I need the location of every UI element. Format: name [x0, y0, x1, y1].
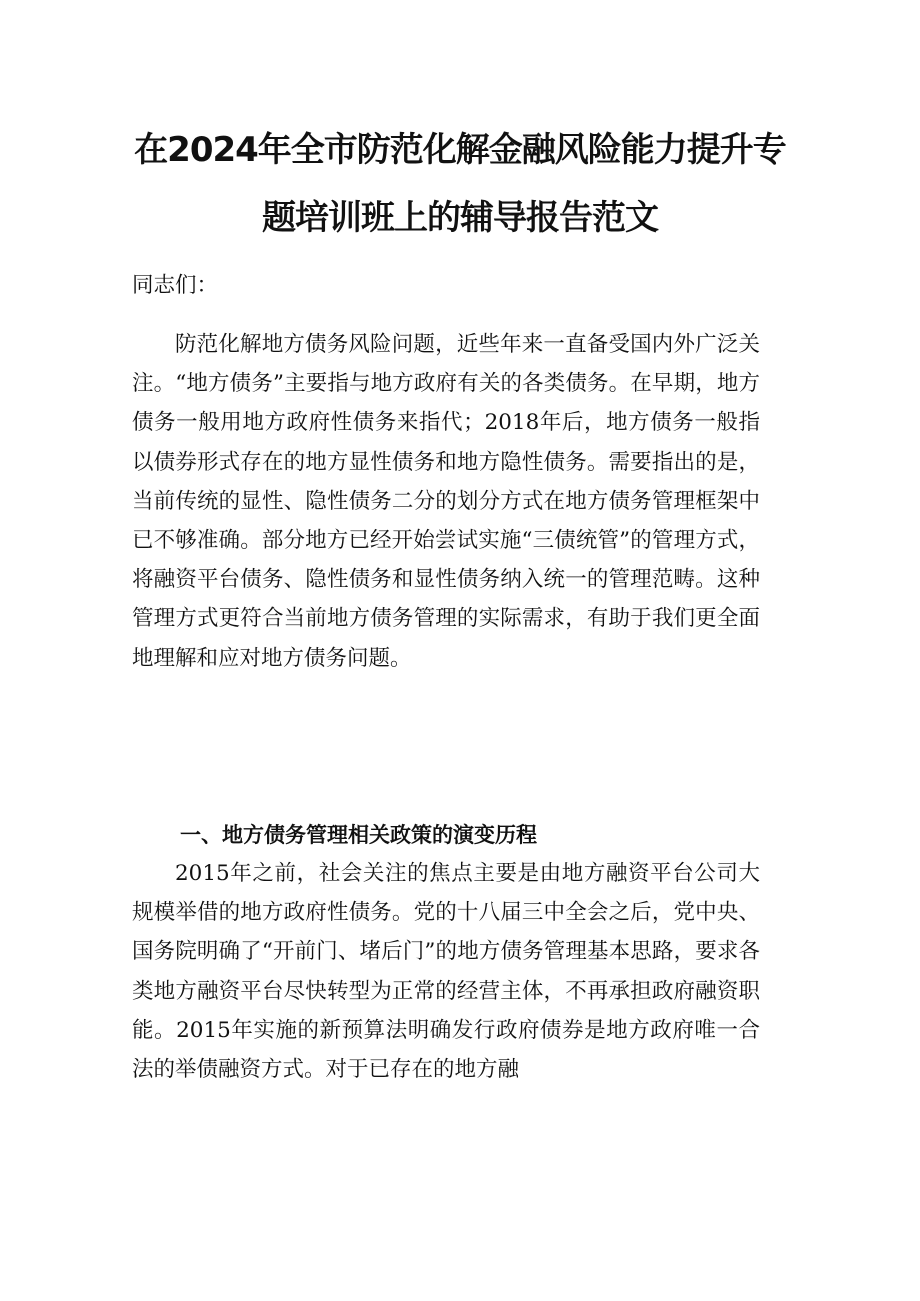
- document-title-line-1: 在2024年全市防范化解金融风险能力提升专: [134, 130, 786, 170]
- salutation: 同志们：: [132, 273, 219, 298]
- document-title-line-2: 题培训班上的辅导报告范文: [262, 198, 658, 238]
- paragraph-intro: 防范化解地方债务风险问题，近些年来一直备受国内外广泛关注。“地方债务”主要指与地方政府有关的各类债务。在早期，地方债务一般用地方政府性债务来指代；2018年后，地方债务一般指以债券形式存在的地方显性债务和地方隐性债务。需要指出的是，当前传统的显性、隐性债务二分的划分方式在地方债务管理框架中已不够准确。部分地方已经开始尝试实施“三债统管”的管理方式，将融资平台债务、隐性债务和显性债务纳入统一的管理范畴。这种管理方式更符合当前地方债务管理的实际需求，有助于我们更全面地理解和应对地方债务问题。: [132, 332, 760, 671]
- paragraph-section-1: 2015年之前，社会关注的焦点主要是由地方融资平台公司大规模举借的地方政府性债务。党的十八届三中全会之后，党中央、国务院明确了“开前门、堵后门”的地方债务管理基本思路，要求各类地方融资平台尽快转型为正常的经营主体，不再承担政府融资职能。2015年实施的新预算法明确发行政府债券是地方政府唯一合法的举债融资方式。对于已存在的地方融: [132, 861, 760, 1083]
- section-heading: 一、地方债务管理相关政策的演变历程: [180, 823, 537, 847]
